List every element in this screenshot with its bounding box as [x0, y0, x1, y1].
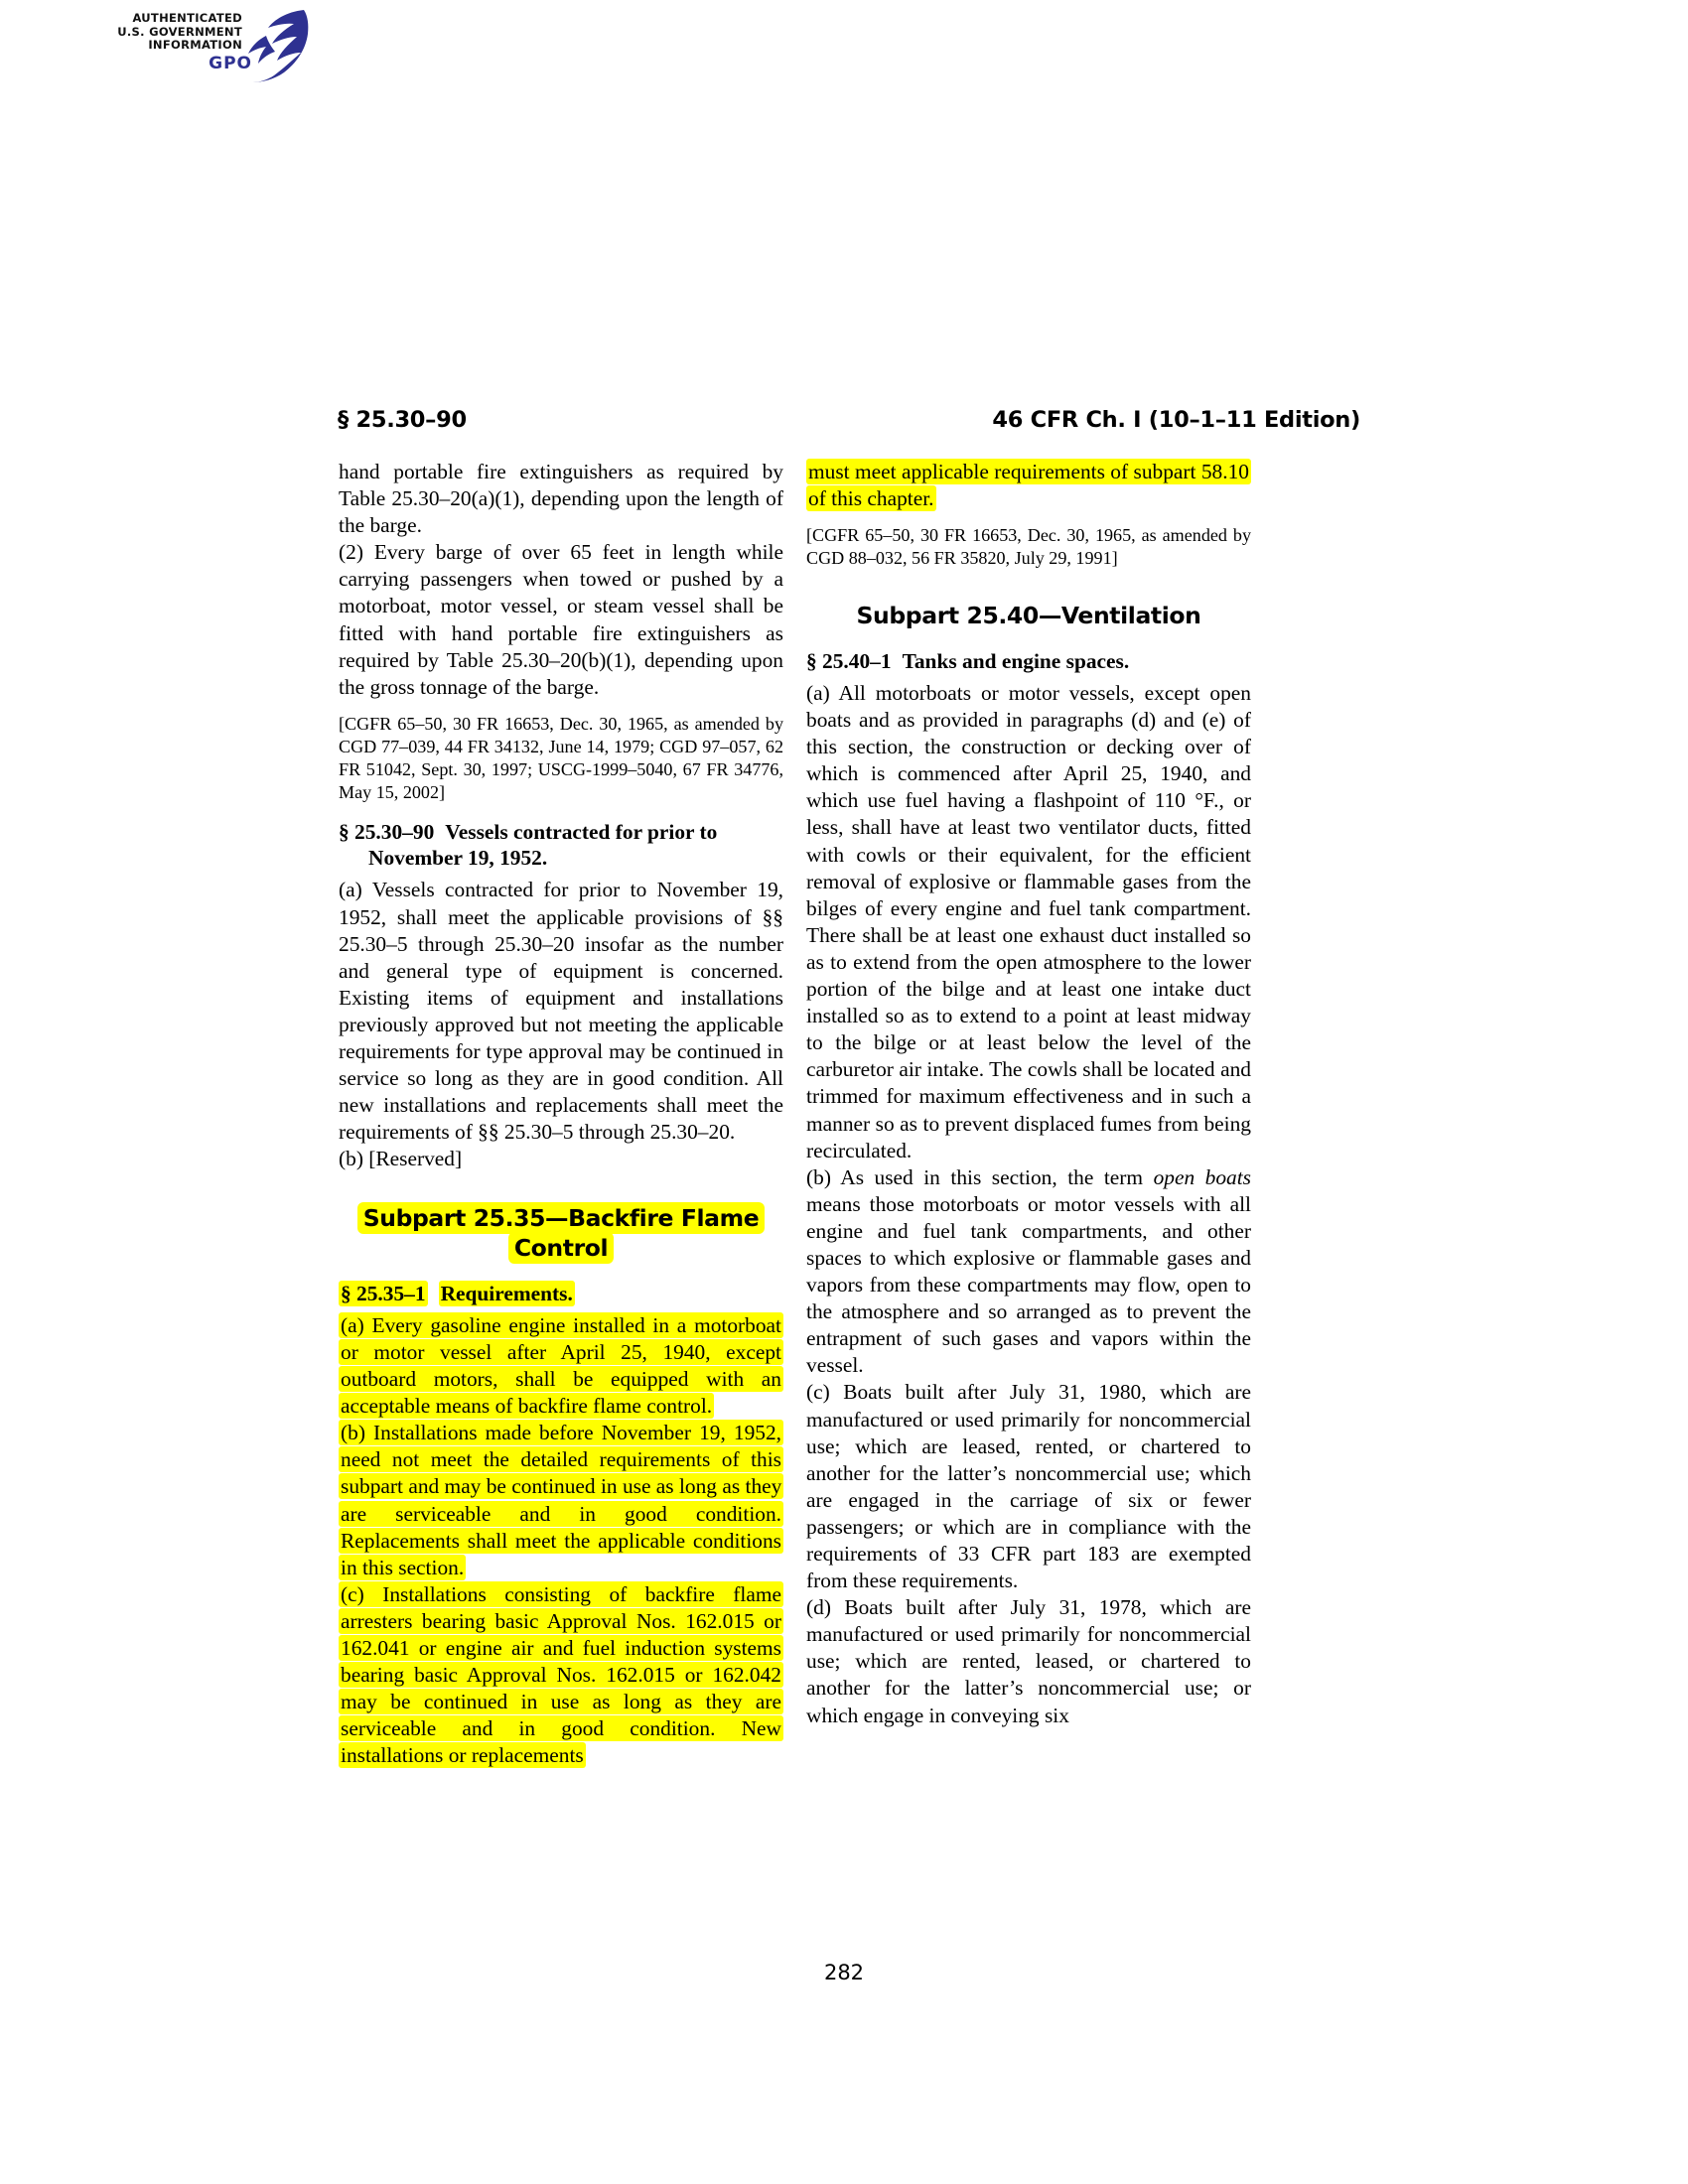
section-title: Requirements. — [440, 1281, 573, 1305]
section-heading-25-35-1 — [339, 1281, 783, 1306]
paragraph-35-a: (a) Every gasoline engine installed in a motorboat or motor vessel after April 25, 1940, except outboard motors, shall be equipped with an acceptable means of backfire flame control. — [341, 1312, 781, 1419]
left-column — [339, 459, 783, 1770]
running-head — [338, 407, 1360, 443]
paragraph-a: (a) Vessels contracted for prior to November 19, 1952, shall meet the applicable provisions of §§ 25.30–5 through 25.30–20 insofar as the number and general type of equipment is concerned. Existing items of equipment and installations previously approved but not meeting the applicable requirements for type approval may be continued in service so long as they are in good condition. All new installations and replacements shall meet the requirements of §§ 25.30–5 through 25.30–20. — [339, 878, 783, 1145]
gpo-logo-text — [117, 12, 242, 53]
section-title: Vessels contracted for prior to November 19, 1952. — [368, 819, 718, 871]
running-head-edition: 46 CFR Ch. I (10–1–11 Edition) — [992, 407, 1360, 433]
authority-citation-2: [CGFR 65–50, 30 FR 16653, Dec. 30, 1965, as amended by CGD 88–032, 56 FR 35820, July 29, 1991] — [806, 525, 1251, 569]
paragraph-40-d: (d) Boats built after July 31, 1978, which are manufactured or used primarily for noncommercial use; which are rented, leased, or chartered to another for the latter’s noncommercial use; or which engage in conveying six — [806, 1595, 1251, 1727]
section-number: § 25.35–1 — [341, 1281, 426, 1305]
eagle-icon — [244, 6, 310, 83]
page-number: 282 — [823, 1961, 865, 1984]
paragraph-40-b — [806, 1164, 1251, 1380]
paragraph-40-b-post: means those motorboats or motor vessels with all engine and fuel tank compartments, and other spaces to which explosive or flammable gases and vapors from these compartments may flow, open to the atmosphere and so arranged as to prevent the entrapment of such gases and vapors within the vessel. — [806, 1191, 1251, 1378]
gpo-logo-line1: AUTHENTICATED — [132, 11, 242, 25]
section-number: § 25.30–90 — [339, 819, 435, 844]
section-number: § 25.40–1 — [806, 648, 892, 673]
gpo-authentication-logo — [81, 4, 310, 83]
section-heading-25-40-1 — [806, 648, 1251, 674]
right-column — [806, 459, 1251, 1729]
subpart-heading-25-35-text: Subpart 25.35—Backfire Flame Control — [357, 1202, 766, 1264]
section-heading-25-30-90 — [339, 819, 783, 872]
paragraph-b-reserved: (b) [Reserved] — [339, 1147, 463, 1171]
paragraph-40-a: (a) All motorboats or motor vessels, except open boats and as provided in paragraphs (d) and (e) of this section, the construction or decking over of which is commenced after April 25, 1940, and which use fuel having a flashpoint of 110 °F., or less, shall have at least two ventilator ducts, fitted with cowls or their equivalent, for the efficient removal of explosive or flammable gases from the bilges of every engine and fuel tank compartment. There shall be at least one exhaust duct installed so as to extend from the open atmosphere to the lower portion of the bilge and at least one intake duct installed so as to extend to a point at least midway to the bilge or at least below the level of the carburetor air intake. The cowls shall be located and trimmed for maximum effectiveness and in such a manner so as to prevent displaced fumes from being recirculated. — [806, 681, 1251, 1162]
section-title: Tanks and engine spaces. — [902, 648, 1130, 673]
paragraph-a2: (2) Every barge of over 65 feet in length while carrying passengers when towed or pushed by a motorboat, motor vessel, or steam vessel shall be fitted with hand portable fire extinguishers as required by Table 25.30–20(b)(1), depending upon the gross tonnage of the barge. — [339, 540, 783, 699]
gpo-logo-line2: U.S. GOVERNMENT — [117, 24, 242, 39]
paragraph-40-c: (c) Boats built after July 31, 1980, which are manufactured or used primarily for noncommercial use; which are leased, rented, or chartered to another for the latter’s noncommercial use; which are engaged in the carriage of six or fewer passengers; or which are in compliance with the requirements of 33 CFR part 183 are exempted from these requirements. — [806, 1380, 1251, 1593]
running-head-section: § 25.30–90 — [338, 407, 467, 433]
gpo-logo-line3: INFORMATION — [148, 38, 242, 52]
paragraph-35-b: (b) Installations made before November 19, 1952, need not meet the detailed requirements of this subpart and may be continued in use as long as they are serviceable and in good condition. Replacements shall meet the applicable conditions in this section. — [341, 1421, 782, 1579]
authority-citation-1: [CGFR 65–50, 30 FR 16653, Dec. 30, 1965, as amended by CGD 77–039, 44 FR 34132, June 14, 1979; CGD 97–057, 62 FR 51042, Sept. 30, 1997; USCG-1999–5040, 67 FR 34776, May 15, 2002] — [339, 713, 783, 803]
gpo-logo-wordmark: GPO — [209, 54, 252, 73]
paragraph-40-b-pre: (b) As used in this section, the term — [806, 1164, 1154, 1189]
paragraph-continuation: hand portable fire extinguishers as required by Table 25.30–20(a)(1), depending upon the length of the barge. — [339, 460, 783, 538]
subpart-heading-25-35 — [339, 1203, 783, 1263]
paragraph-continuation: must meet applicable requirements of subpart 58.10 of this chapter. — [808, 460, 1249, 511]
paragraph-35-c: (c) Installations consisting of backfire flame arresters bearing basic Approval Nos. 162.015 or 162.041 or engine air and fuel induction systems bearing basic Approval Nos. 162.015 or 162.042 may be continued in use as long as they are serviceable and in good condition. New installations or replacements — [341, 1581, 781, 1768]
term-open-boats: open boats — [1153, 1164, 1251, 1189]
subpart-heading-25-40: Subpart 25.40—Ventilation — [856, 601, 1201, 629]
